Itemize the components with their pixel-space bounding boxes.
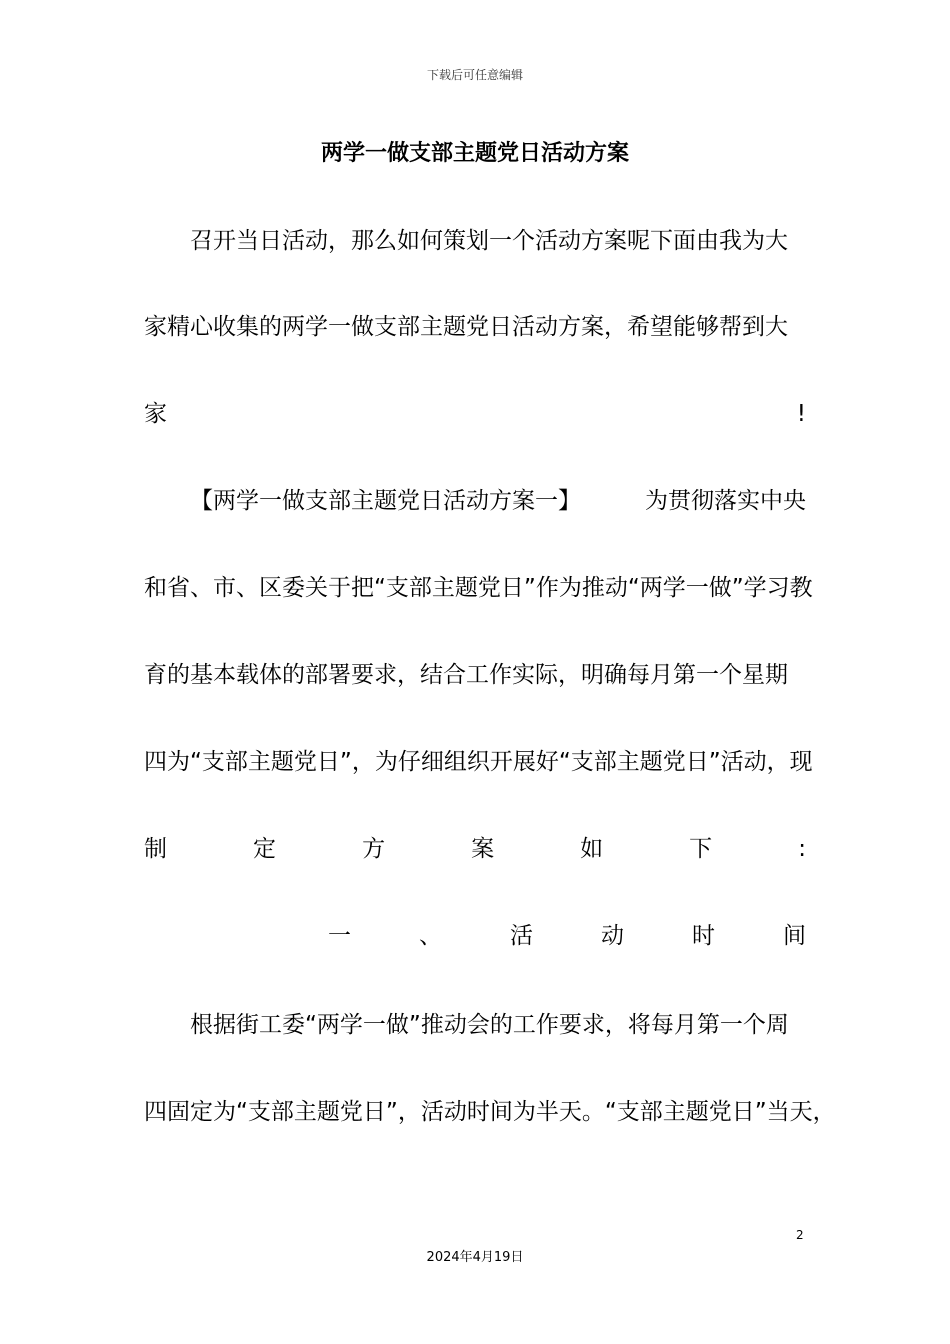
char: 活 xyxy=(510,923,533,949)
paragraph-line: 四为“支部主题党日”，为仔细组织开展好“支部主题党日”活动，现 xyxy=(144,749,813,775)
char: 如 xyxy=(580,836,604,862)
line-end-text: ! xyxy=(796,401,806,427)
page-number: 2 xyxy=(796,1228,804,1242)
paragraph-line: 家精心收集的两学一做支部主题党日活动方案，希望能够帮到大 xyxy=(144,314,788,340)
line-start-text: 家 xyxy=(144,401,167,427)
footer-date: 2024年4月19日 xyxy=(426,1250,524,1265)
paragraph-line xyxy=(144,486,806,516)
char: 定 xyxy=(253,836,277,862)
char: 时 xyxy=(692,923,715,949)
paragraph-line xyxy=(144,399,806,429)
char: 案 xyxy=(471,836,495,862)
page-header: 下载后可任意编辑 xyxy=(426,68,523,82)
char: 间 xyxy=(783,923,806,949)
char: 一 xyxy=(328,923,351,949)
spread-line-plan xyxy=(144,834,806,864)
section-heading-activity-time xyxy=(328,921,806,951)
paragraph-line: 育的基本载体的部署要求，结合工作实际，明确每月第一个星期 xyxy=(144,662,788,688)
document-title: 两学一做支部主题党日活动方案 xyxy=(320,141,629,166)
line-end-text: 为贯彻落实中央 xyxy=(645,488,806,514)
paragraph-line: 四固定为“支部主题党日”，活动时间为半天。“支部主题党日”当天， xyxy=(144,1099,836,1125)
paragraph-line: 召开当日活动，那么如何策划一个活动方案呢下面由我为大 xyxy=(190,228,788,254)
char: 下 xyxy=(689,836,713,862)
char: 制 xyxy=(144,836,167,862)
char: 方 xyxy=(362,836,386,862)
paragraph-line: 根据街工委“两学一做”推动会的工作要求，将每月第一个周 xyxy=(190,1012,789,1038)
char: 动 xyxy=(601,923,624,949)
paragraph-line: 和省、市、区委关于把“支部主题党日”作为推动“两学一做”学习教 xyxy=(144,575,813,601)
section-heading: 【两学一做支部主题党日活动方案一】 xyxy=(190,488,581,514)
char: 、 xyxy=(419,923,442,949)
char: : xyxy=(798,836,806,862)
